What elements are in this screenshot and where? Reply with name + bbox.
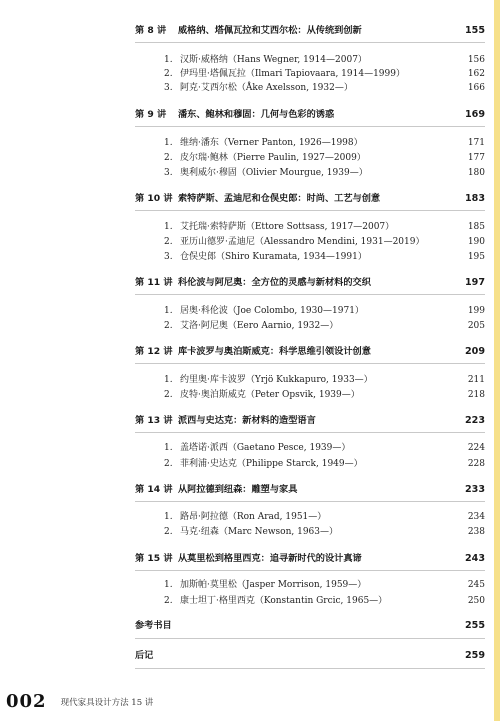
list-item xyxy=(0,304,500,318)
lecture-heading xyxy=(135,23,485,39)
item-text: 亚历山德罗·孟迪尼（Alessandro Mendini, 1931—2019） xyxy=(180,237,425,247)
item-page: 250 xyxy=(467,596,485,606)
references-heading xyxy=(135,618,485,634)
list-item xyxy=(0,220,500,234)
item-text: 皮尔瑞·鲍林（Pierre Paulin, 1927—2009） xyxy=(180,153,366,163)
list-item xyxy=(0,457,500,471)
item-page: 190 xyxy=(467,237,485,247)
item-index: 2. xyxy=(164,69,173,79)
item-page: 166 xyxy=(467,83,485,93)
item-page: 162 xyxy=(467,69,485,79)
item-index: 2. xyxy=(164,596,173,606)
lecture-number: 第 14 讲 xyxy=(135,484,173,495)
lecture-page: 223 xyxy=(464,415,485,426)
lecture-heading xyxy=(135,344,485,360)
backmatter-page: 255 xyxy=(464,620,485,631)
item-index: 1. xyxy=(164,306,173,316)
list-item xyxy=(0,151,500,165)
lecture-number: 第 9 讲 xyxy=(135,109,167,120)
item-text: 盖塔诺·派西（Gaetano Pesce, 1939—） xyxy=(180,443,351,453)
item-text: 菲利浦·史达克（Philippe Starck, 1949—） xyxy=(180,459,363,469)
item-page: 205 xyxy=(467,321,485,331)
divider xyxy=(135,501,485,502)
lecture-title: 索特萨斯、孟迪尼和仓俣史郎：时尚、工艺与创意 xyxy=(178,193,381,204)
item-page: 228 xyxy=(467,459,485,469)
item-index: 2. xyxy=(164,390,173,400)
list-item xyxy=(0,53,500,67)
divider xyxy=(135,668,485,669)
folio-number: 002 xyxy=(6,691,47,712)
lecture-heading xyxy=(135,107,485,123)
item-text: 居奥·科伦波（Joe Colombo, 1930—1971） xyxy=(180,306,364,316)
item-page: 180 xyxy=(467,168,485,178)
list-item xyxy=(0,594,500,608)
item-index: 2. xyxy=(164,459,173,469)
divider xyxy=(135,638,485,639)
item-page: 234 xyxy=(467,512,485,522)
item-index: 3. xyxy=(164,83,173,93)
lecture-title: 从阿拉德到纽森：雕塑与家具 xyxy=(178,484,298,495)
item-text: 阿克·艾西尔松（Åke Axelsson, 1932—） xyxy=(180,83,353,93)
backmatter-title: 参考书目 xyxy=(135,620,172,631)
item-text: 奥利威尔·穆固（Olivier Mourgue, 1939—） xyxy=(180,168,368,178)
lecture-page: 233 xyxy=(464,484,485,495)
running-title: 现代家具设计方法 15 讲 xyxy=(60,697,154,708)
lecture-title: 派西与史达克：新材料的造型语言 xyxy=(178,415,316,426)
item-page: 195 xyxy=(467,252,485,262)
item-page: 185 xyxy=(467,222,485,232)
list-item xyxy=(0,235,500,249)
item-text: 马克·纽森（Marc Newson, 1963—） xyxy=(180,527,339,537)
divider xyxy=(135,126,485,127)
lecture-number: 第 12 讲 xyxy=(135,346,173,357)
list-item xyxy=(0,510,500,524)
item-index: 1. xyxy=(164,138,173,148)
item-index: 1. xyxy=(164,580,173,590)
item-index: 1. xyxy=(164,443,173,453)
list-item xyxy=(0,166,500,180)
item-index: 1. xyxy=(164,512,173,522)
item-text: 路昂·阿拉德（Ron Arad, 1951—） xyxy=(180,512,327,522)
backmatter-page: 259 xyxy=(464,650,485,661)
page-footer xyxy=(6,691,153,717)
lecture-number: 第 11 讲 xyxy=(135,277,173,288)
item-text: 加斯帕·莫里松（Jasper Morrison, 1959—） xyxy=(180,580,367,590)
item-page: 245 xyxy=(467,580,485,590)
item-page: 224 xyxy=(467,443,485,453)
item-text: 艾洛·阿尼奥（Eero Aarnio, 1932—） xyxy=(180,321,339,331)
item-text: 皮特·奥泊斯威克（Peter Opsvik, 1939—） xyxy=(180,390,360,400)
lecture-number: 第 10 讲 xyxy=(135,193,173,204)
lecture-page: 209 xyxy=(464,346,485,357)
lecture-title: 威格纳、塔佩瓦拉和艾西尔松：从传统到创新 xyxy=(178,25,362,36)
divider xyxy=(135,570,485,571)
list-item xyxy=(0,441,500,455)
list-item xyxy=(0,319,500,333)
backmatter-title: 后记 xyxy=(135,650,154,661)
lecture-heading xyxy=(135,413,485,429)
list-item xyxy=(0,250,500,264)
item-index: 2. xyxy=(164,237,173,247)
item-text: 仓俣史郎（Shiro Kuramata, 1934—1991） xyxy=(180,252,367,262)
lecture-page: 169 xyxy=(464,109,485,120)
item-index: 2. xyxy=(164,321,173,331)
lecture-page: 243 xyxy=(464,553,485,564)
divider xyxy=(135,42,485,43)
lecture-heading xyxy=(135,551,485,567)
lecture-number: 第 15 讲 xyxy=(135,553,173,564)
list-item xyxy=(0,136,500,150)
lecture-heading xyxy=(135,275,485,291)
item-page: 218 xyxy=(467,390,485,400)
item-page: 156 xyxy=(467,55,485,65)
divider xyxy=(135,363,485,364)
item-index: 2. xyxy=(164,153,173,163)
afterword-heading xyxy=(135,648,485,664)
divider xyxy=(135,432,485,433)
lecture-title: 潘东、鲍林和穆固：几何与色彩的诱惑 xyxy=(178,109,335,120)
divider xyxy=(135,210,485,211)
lecture-heading xyxy=(135,482,485,498)
item-index: 2. xyxy=(164,527,173,537)
page-edge-strip xyxy=(494,0,500,721)
lecture-title: 库卡波罗与奥泊斯威克：科学思维引领设计创意 xyxy=(178,346,371,357)
list-item xyxy=(0,388,500,402)
item-index: 3. xyxy=(164,168,173,178)
divider xyxy=(135,294,485,295)
item-index: 1. xyxy=(164,375,173,385)
list-item xyxy=(0,525,500,539)
list-item xyxy=(0,578,500,592)
list-item xyxy=(0,373,500,387)
item-index: 1. xyxy=(164,222,173,232)
lecture-page: 197 xyxy=(464,277,485,288)
list-item xyxy=(0,81,500,95)
item-page: 238 xyxy=(467,527,485,537)
item-text: 康士坦丁·格里西克（Konstantin Grcic, 1965—） xyxy=(180,596,388,606)
item-page: 171 xyxy=(467,138,485,148)
list-item xyxy=(0,67,500,81)
item-text: 汉斯·威格纳（Hans Wegner, 1914—2007） xyxy=(180,55,367,65)
item-text: 约里奥·库卡波罗（Yrjö Kukkapuro, 1933—） xyxy=(180,375,373,385)
item-text: 艾托瑞·索特萨斯（Ettore Sottsass, 1917—2007） xyxy=(180,222,395,232)
item-page: 211 xyxy=(467,375,485,385)
lecture-title: 科伦波与阿尼奥：全方位的灵感与新材料的交织 xyxy=(178,277,371,288)
lecture-number: 第 8 讲 xyxy=(135,25,167,36)
lecture-title: 从莫里松到格里西克：追寻新时代的设计真谛 xyxy=(178,553,362,564)
lecture-heading xyxy=(135,191,485,207)
lecture-page: 183 xyxy=(464,193,485,204)
item-page: 177 xyxy=(467,153,485,163)
item-page: 199 xyxy=(467,306,485,316)
lecture-number: 第 13 讲 xyxy=(135,415,173,426)
lecture-page: 155 xyxy=(464,25,485,36)
item-index: 1. xyxy=(164,55,173,65)
item-index: 3. xyxy=(164,252,173,262)
item-text: 维纳·潘东（Verner Panton, 1926—1998） xyxy=(180,138,363,148)
item-text: 伊玛里·塔佩瓦拉（Ilmari Tapiovaara, 1914—1999） xyxy=(180,69,405,79)
